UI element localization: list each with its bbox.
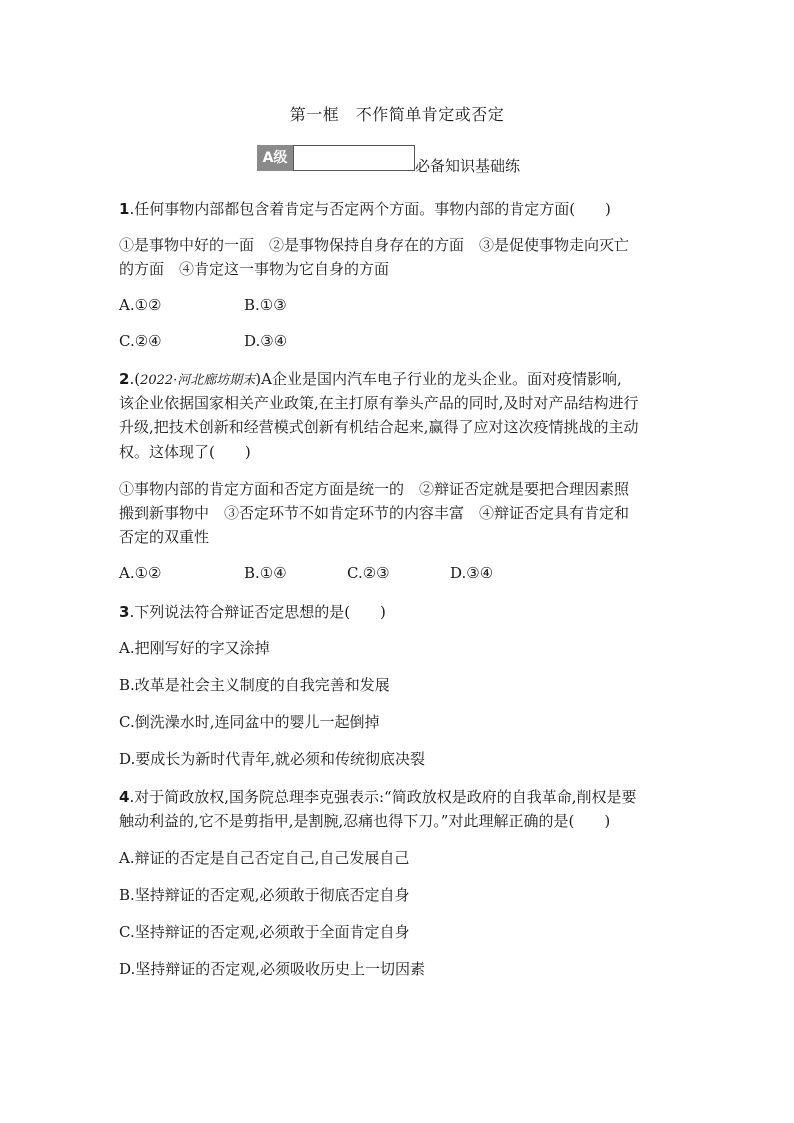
question-text: .对于简政放权,国务院总理李克强表示:“简政放权是政府的自我革命,削权是要 [129,788,637,806]
question-4-option-b: B.坚持辩证的否定观,必须敢于彻底否定自身 [119,886,410,904]
question-2-statement: ①事物内部的肯定方面和否定方面是统一的 ②辩证否定就是要把合理因素照 [119,480,630,498]
question-source: 2022·河北廊坊期末 [140,373,256,388]
question-2-statement: 搬到新事物中 ③否定环节不如肯定环节的内容丰富 ④辩证否定具有肯定和 [119,504,630,522]
page-title: 第一框 不作简单肯定或否定 [289,105,505,124]
question-1-statement: ①是事物中好的一面 ②是事物保持自身存在的方面 ③是促使事物走向灭亡 [119,236,630,254]
question-3-option-c: C.倒洗澡水时,连同盆中的婴儿一起倒掉 [119,713,380,731]
question-1-statement: 的方面 ④肯定这一事物为它自身的方面 [119,260,390,278]
question-1-option-d: D.③④ [244,332,288,350]
question-number: 3 [119,603,130,621]
question-1-option-b: B.①③ [244,296,287,314]
question-1-option-c: C.②④ [119,332,162,350]
question-text: .任何事物内部都包含着肯定与否定两个方面。事物内部的肯定方面( ) [129,200,611,218]
question-2-option-d: D.③④ [450,564,494,582]
question-2-stem-line: 权。这体现了( ) [119,443,251,461]
question-2-stem [119,368,622,389]
question-2-statement: 否定的双重性 [119,528,210,546]
level-box [293,145,415,171]
question-2-stem-line: 该企业依据国家相关产业政策,在主打原有拳头产品的同时,及时对产品结构进行 [119,394,639,412]
question-3-option-d: D.要成长为新时代青年,就必须和传统彻底决裂 [119,750,426,768]
question-text: )A企业是国内汽车电子行业的龙头企业。面对疫情影响, [255,370,622,388]
question-3-option-a: A.把刚写好的字又涂掉 [119,639,270,657]
level-badge: A级 [257,145,293,171]
question-number: 4 [119,788,130,806]
question-text: .( [129,370,141,388]
question-2-stem-line: 升级,把技术创新和经营模式创新有机结合起来,赢得了应对这次疫情挑战的主动 [119,418,639,436]
question-number: 1 [119,200,130,218]
question-4-stem [119,786,636,807]
question-2-option-b: B.①④ [244,564,287,582]
question-3-option-b: B.改革是社会主义制度的自我完善和发展 [119,676,390,694]
question-4-option-c: C.坚持辩证的否定观,必须敢于全面肯定自身 [119,923,410,941]
question-1-option-a: A.①② [119,296,162,314]
section-label: 必备知识基础练 [415,157,521,175]
question-1-stem [119,198,611,219]
question-2-option-a: A.①② [119,564,162,582]
question-4-option-a: A.辩证的否定是自己否定自己,自己发展自己 [119,849,410,867]
question-2-option-c: C.②③ [347,564,390,582]
question-number: 2 [119,370,130,388]
question-text: .下列说法符合辩证否定思想的是( ) [129,603,386,621]
question-4-option-d: D.坚持辩证的否定观,必须吸收历史上一切因素 [119,960,426,978]
question-4-stem-line: 触动利益的,它不是剪指甲,是割腕,忍痛也得下刀。”对此理解正确的是( ) [119,812,611,830]
question-3-stem [119,601,386,622]
